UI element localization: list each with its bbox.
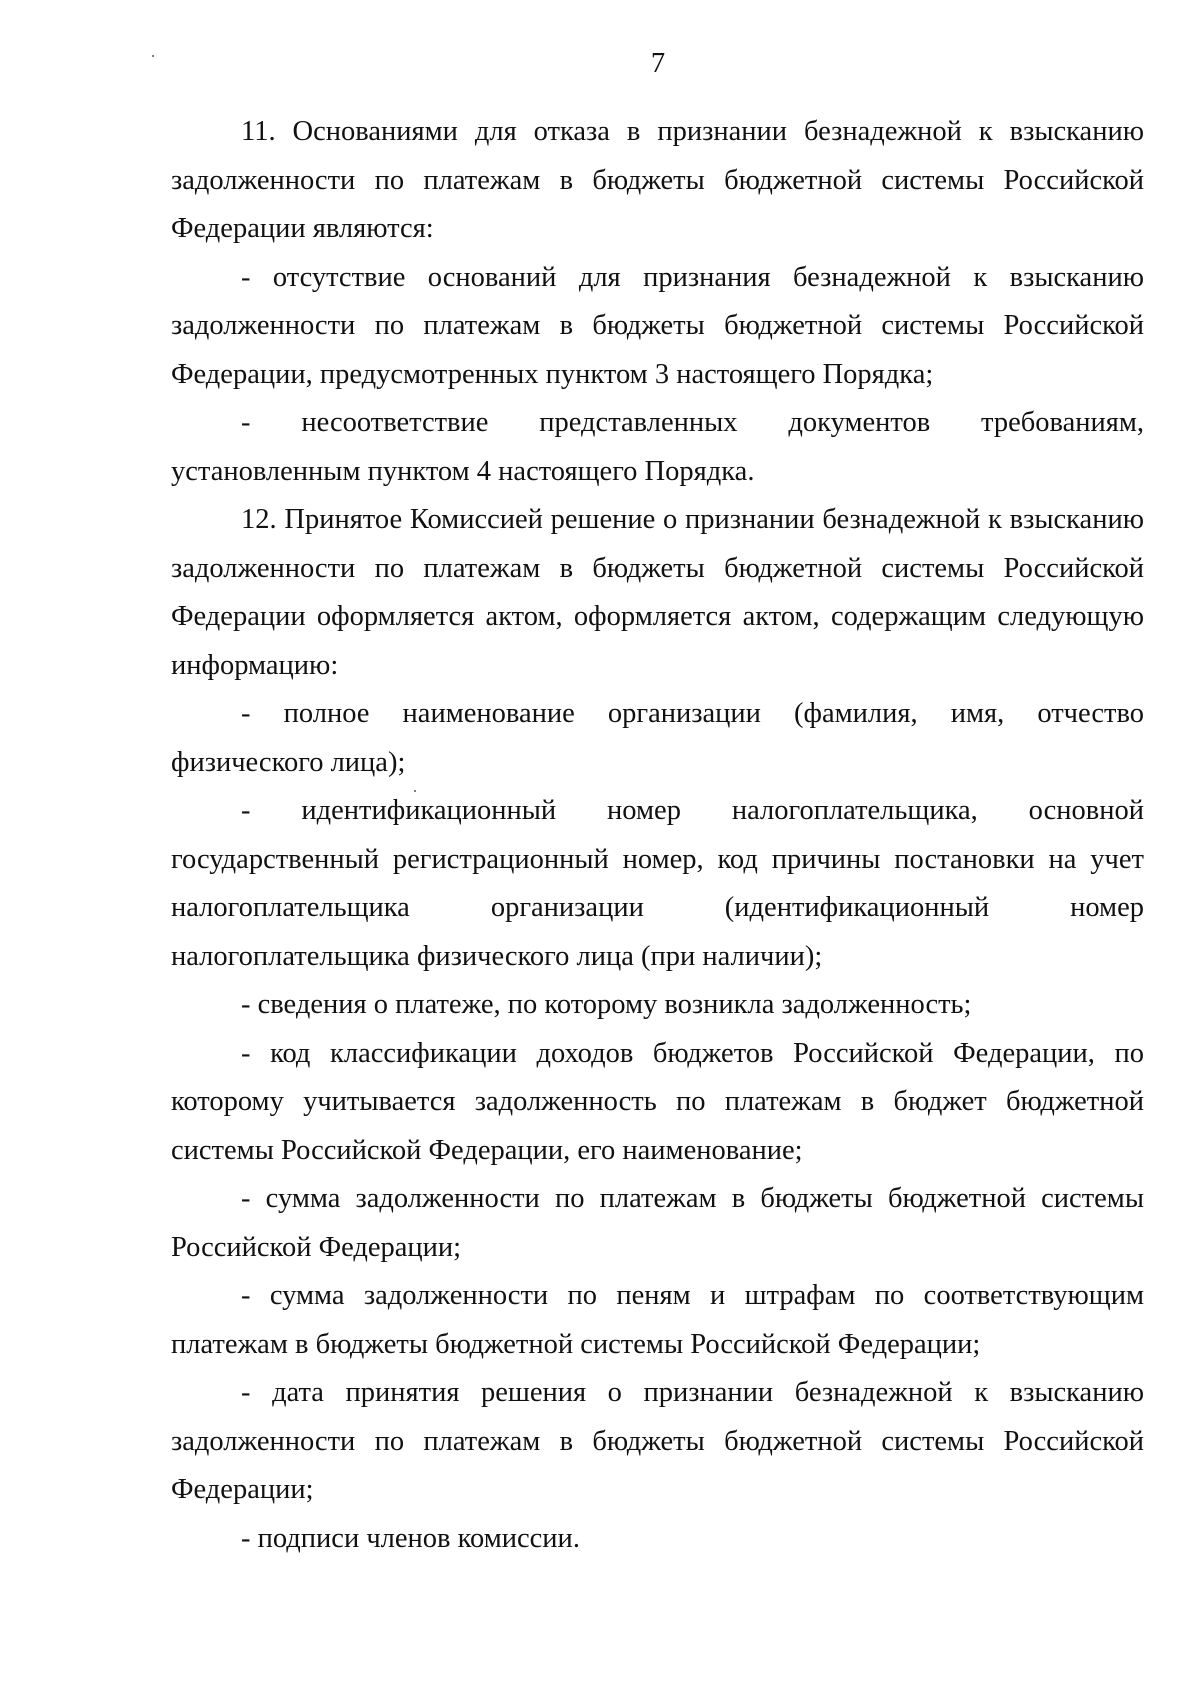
page-number: 7 xyxy=(650,48,666,79)
list-item-penalties-amount: - сумма задолженности по пеням и штрафам по соответствующим платежам в бюджеты бюджетной системы Российской Федерации; xyxy=(171,1280,1144,1360)
list-item-no-grounds: - отсутствие оснований для признания безнадежной к взысканию задолженности по платежам в бюджеты бюджетной системы Российской Федерации, предусмотренных пунктом 3 настоящего Порядка; xyxy=(171,261,1144,390)
paragraph-12-intro: 12. Принятое Комиссией решение о признании безнадежной к взысканию задолженности по платежам в бюджеты бюджетной системы Российской Федерации оформляется актом, оформляется актом, содержащим следующую информацию: xyxy=(171,504,1144,681)
list-item-classification-code: - код классификации доходов бюджетов Российской Федерации, по которому учитывается задолженность по платежам в бюджет бюджетной системы Российской Федерации, его наименование; xyxy=(171,1037,1144,1166)
list-item-debt-amount: - сумма задолженности по платежам в бюджеты бюджетной системы Российской Федерации; xyxy=(171,1183,1144,1263)
list-item-taxpayer-ids: - идентификационный номер налогоплательщика, основной государственный регистрационный номер, код причины постановки на учет налогоплательщика организации (идентификационный номер налогоплательщика физического лица (при наличии); xyxy=(171,795,1144,972)
paragraph-11-intro: 11. Основаниями для отказа в признании безнадежной к взысканию задолженности по платежам в бюджеты бюджетной системы Российской Федерации являются: xyxy=(171,116,1144,244)
list-item-decision-date: - дата принятия решения о признании безнадежной к взысканию задолженности по платежам в бюджеты бюджетной системы Российской Федерации; xyxy=(171,1377,1144,1505)
document-body xyxy=(171,108,1144,1563)
list-item-signatures: - подписи членов комиссии. xyxy=(241,1522,580,1554)
list-item-payment-info: - сведения о платеже, по которому возникла задолженность; xyxy=(241,989,972,1020)
list-item-organization-name: - полное наименование организации (фамилия, имя, отчество физического лица); xyxy=(171,698,1144,778)
list-item-documents-mismatch: - несоответствие представленных документов требованиям, установленным пунктом 4 настоящего Порядка. xyxy=(171,407,1144,487)
